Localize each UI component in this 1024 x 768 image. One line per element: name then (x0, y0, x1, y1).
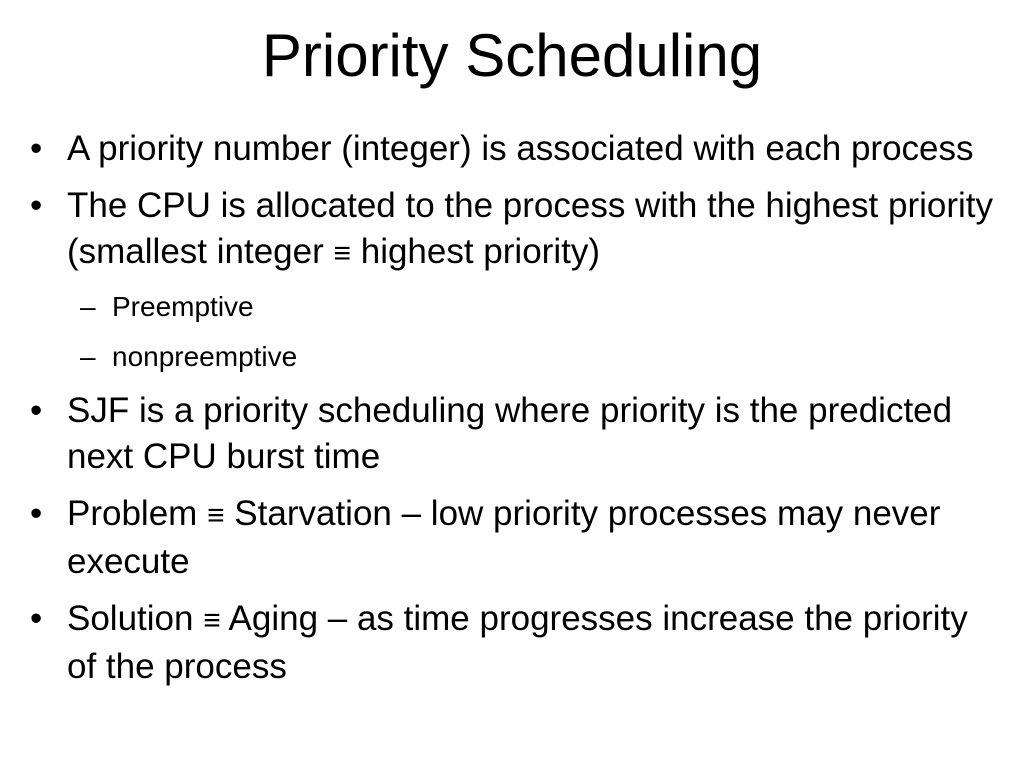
bullet-text: A priority number (integer) is associated with each process (67, 129, 974, 168)
bullet-glyph: • (30, 186, 43, 225)
sub-bullet-text: nonpreemptive (112, 341, 298, 372)
slide-title: Priority Scheduling (261, 22, 763, 89)
equivalence-symbol: ≡ (203, 604, 221, 637)
bullet-glyph: • (30, 494, 43, 533)
bullet-glyph: • (30, 391, 43, 430)
equivalence-symbol: ≡ (333, 237, 351, 270)
sub-bullet-item (0, 288, 1024, 326)
bullet-text: Problem (67, 494, 208, 533)
sub-bullet-glyph: – (80, 341, 96, 372)
bullet-text: Solution (67, 599, 204, 638)
bullet-item (0, 126, 1024, 172)
bullet-item (0, 183, 1024, 277)
bullet-item (0, 491, 1024, 585)
bullet-item (0, 596, 1024, 690)
bullet-text-continued: highest priority) (351, 232, 600, 271)
bullet-glyph: • (30, 599, 43, 638)
bullet-text-continued: Starvation – low priority processes may never execute (67, 494, 941, 581)
bullet-item (0, 388, 1024, 480)
sub-bullet-glyph: – (80, 291, 96, 322)
sub-bullet-text: Preemptive (112, 291, 254, 322)
bullet-text: SJF is a priority scheduling where priority is the predicted next CPU burst time (67, 391, 953, 476)
bullet-text-continued: Aging – as time progresses increase the priority of the process (67, 599, 968, 686)
sub-bullet-item (0, 338, 1024, 376)
bullet-glyph: • (30, 129, 43, 168)
bullet-list (0, 126, 1024, 701)
bullet-text: The CPU is allocated to the process with the highest priority (smallest integer (67, 186, 993, 271)
equivalence-symbol: ≡ (207, 499, 225, 532)
